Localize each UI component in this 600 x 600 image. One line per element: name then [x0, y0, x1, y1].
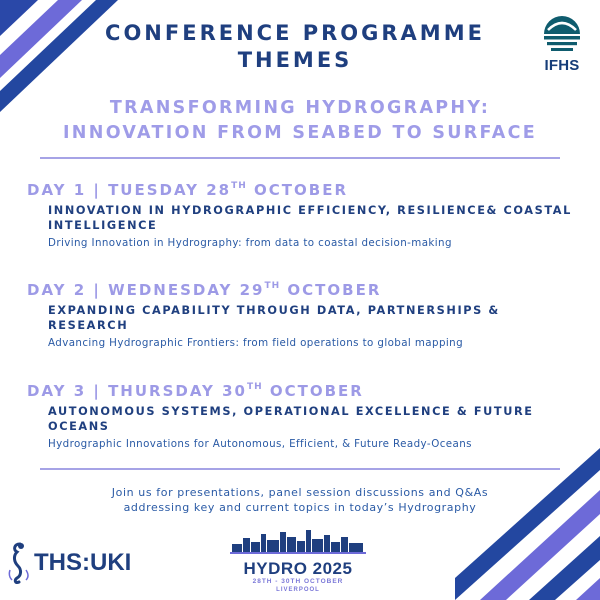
page-subtitle-line1: TRANSFORMING HYDROGRAPHY: [109, 98, 491, 118]
day-1-heading-sup: TH [231, 181, 247, 191]
day-1-theme: INNOVATION IN HYDROGRAPHIC EFFICIENCY, RESILIENCE& COASTAL INTELLIGENCE [48, 204, 572, 232]
footer-line2: addressing key and current topics in today’s Hydrography [123, 501, 477, 514]
hydro-2025-dates: 28TH - 30TH OCTOBER [252, 578, 344, 585]
ifhs-wave-icon [540, 10, 584, 54]
day-3-heading-month: OCTOBER [262, 382, 364, 400]
day-3-heading [27, 378, 572, 400]
page-title-line2: THEMES [237, 48, 353, 72]
ifhs-logo [534, 10, 590, 74]
day-2-heading-month: OCTOBER [280, 281, 382, 299]
corner-stripes-bottom-right [455, 448, 600, 600]
seahorse-icon [8, 540, 30, 586]
footer-line1: Join us for presentations, panel session discussions and Q&As [111, 486, 489, 499]
day-2-block [27, 277, 572, 350]
divider-bottom [40, 468, 560, 470]
day-3-block [27, 378, 572, 451]
hydro-2025-city: LIVERPOOL [276, 587, 320, 593]
hydro-2025-title: HYDRO 2025 [243, 559, 353, 578]
day-2-heading [27, 277, 572, 299]
day-3-theme: AUTONOMOUS SYSTEMS, OPERATIONAL EXCELLENCE & FUTURE OCEANS [48, 405, 534, 433]
page-subtitle-line2: INNOVATION FROM SEABED TO SURFACE [62, 123, 538, 143]
day-1-heading [27, 177, 572, 199]
page-title-line1: CONFERENCE PROGRAMME [105, 21, 485, 45]
ths-uki-logo [8, 538, 131, 588]
page-subtitle [40, 96, 560, 146]
day-3-heading-sup: TH [246, 382, 263, 392]
footer-text [70, 485, 530, 515]
day-3-description: Hydrographic Innovations for Autonomous, Efficient, & Future Ready-Oceans [48, 438, 472, 450]
day-1-heading-month: OCTOBER [246, 181, 348, 199]
page-title [60, 20, 530, 74]
ifhs-logo-text: IFHS [544, 57, 580, 74]
day-1-block [27, 177, 572, 250]
day-1-heading-text: DAY 1 | TUESDAY 28 [27, 181, 232, 199]
day-2-heading-text: DAY 2 | WEDNESDAY 29 [27, 281, 265, 299]
day-3-heading-text: DAY 3 | THURSDAY 30 [27, 382, 247, 400]
day-2-theme: EXPANDING CAPABILITY THROUGH DATA, PARTNERSHIPS & RESEARCH [48, 304, 500, 332]
liverpool-skyline-icon [230, 528, 366, 554]
hydro-2025-logo [228, 528, 368, 594]
day-2-description: Advancing Hydrographic Frontiers: from field operations to global mapping [48, 337, 464, 349]
day-1-description: Driving Innovation in Hydrography: from data to coastal decision-making [48, 237, 452, 249]
ths-uki-logo-text: THS:UKI [34, 549, 132, 576]
divider-top [40, 157, 560, 159]
day-2-heading-sup: TH [264, 281, 281, 291]
